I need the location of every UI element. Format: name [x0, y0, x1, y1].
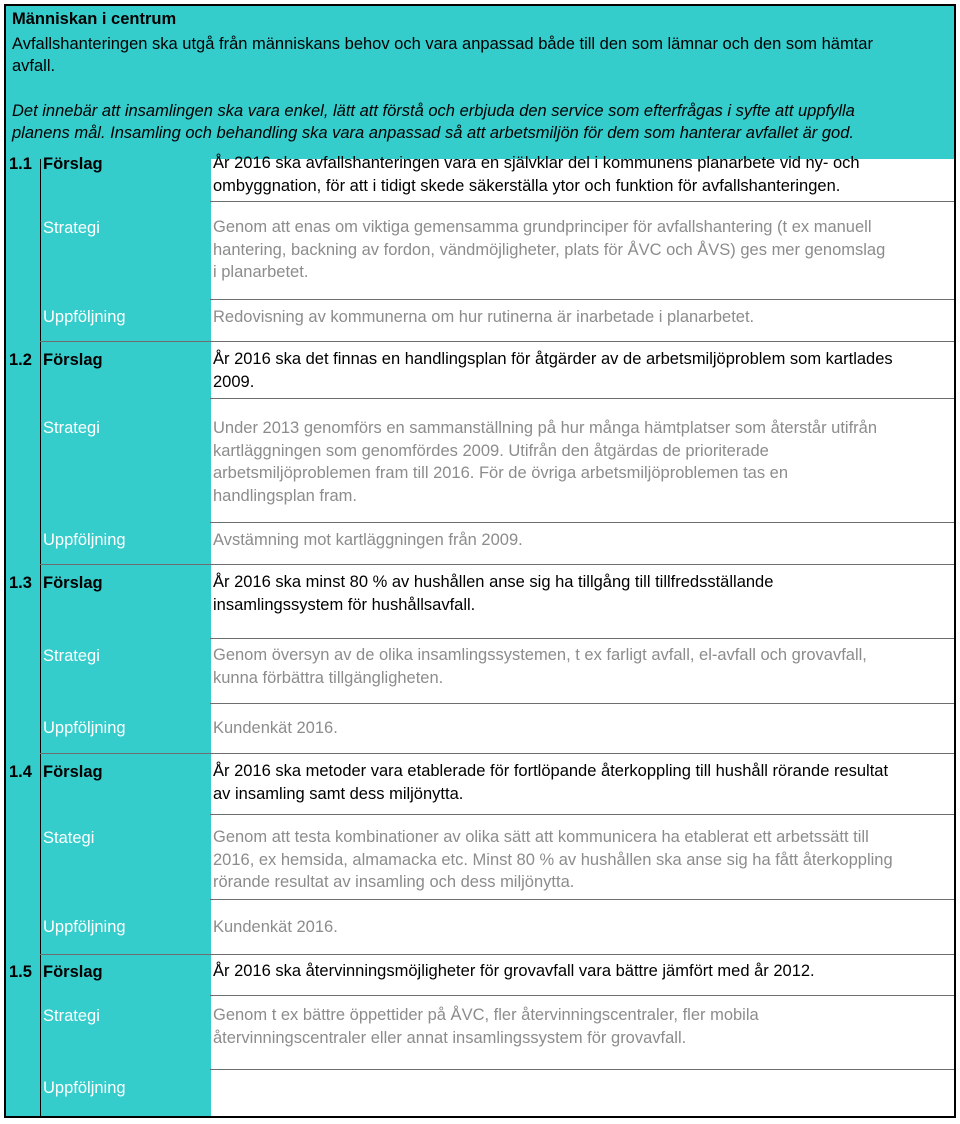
row-divider [210, 299, 954, 300]
proposal-label: Förslag [43, 351, 103, 369]
row-divider [210, 201, 954, 202]
strategy-text: Genom att enas om viktiga gemensamma grundprinciper för avfallshantering (t ex manuell hantering, backning av fordon, vändmöjligheter, plats för ÅVC och ÅVS) ges mer genomslag i planarbetet. [213, 218, 886, 281]
item-number: 1.1 [9, 155, 32, 173]
followup-text: Kundenkät 2016. [213, 719, 338, 737]
header-text-line: Avfallshanteringen ska utgå från människans behov och vara anpassad både till den som lämnar och den som hämtar [12, 35, 873, 53]
row-divider [210, 899, 954, 900]
proposal-text: År 2016 ska återvinningsmöjligheter för grovavfall vara bättre jämfört med år 2012. [213, 962, 815, 980]
followup-label: Uppföljning [43, 918, 126, 936]
followup-text: Redovisning av kommunerna om hur rutinerna är inarbetade i planarbetet. [213, 308, 755, 326]
header-text-line: Det innebär att insamlingen ska vara enkel, lätt att förstå och erbjuda den service som efterfrågas i syfte att uppfylla [12, 102, 855, 120]
row-divider [210, 1069, 954, 1070]
section-divider [40, 564, 954, 565]
section-title: Människan i centrum [12, 10, 177, 28]
proposal-text: År 2016 ska metoder vara etablerade för fortlöpande återkoppling till hushåll rörande resultat av insamling samt dess miljönytta. [213, 762, 889, 803]
strategy-text: Genom översyn av de olika insamlingssystemen, t ex farligt avfall, el-avfall och grovavfall, kunna förbättra tillgängligheten. [213, 646, 867, 687]
strategy-text: Under 2013 genomförs en sammanställning på hur många hämtplatser som återstår utifrån kartläggningen som genomfördes 2009. Utifrån den åtgärdas de prioriterade arbetsmiljöproblemen fram till 2016. För de övriga arbetsmiljöproblemen tas en handlingsplan fram. [213, 419, 878, 505]
row-divider [210, 398, 954, 399]
followup-label: Uppföljning [43, 531, 126, 549]
section-divider [40, 753, 954, 754]
followup-label: Uppföljning [43, 1079, 126, 1097]
proposal-text: År 2016 ska det finnas en handlingsplan för åtgärder av de arbetsmiljöproblem som kartlades 2009. [213, 350, 893, 391]
proposal-label: Förslag [43, 763, 103, 781]
followup-text: Avstämning mot kartläggningen från 2009. [213, 531, 523, 549]
strategy-label: Strategi [43, 219, 100, 237]
item-number: 1.4 [9, 763, 32, 781]
row-divider [210, 638, 954, 639]
header-text-line: planens mål. Insamling och behandling ska vara anpassad så att arbetsmiljön för dem som hanterar avfallet är god. [12, 124, 854, 142]
row-divider [210, 814, 954, 815]
strategy-label: Strategi [43, 647, 100, 665]
strategy-label: Strategi [43, 419, 100, 437]
item-number: 1.5 [9, 963, 32, 981]
strategy-label: Strategi [43, 1007, 100, 1025]
document-table [4, 4, 956, 1118]
item-number: 1.3 [9, 574, 32, 592]
proposal-label: Förslag [43, 155, 103, 173]
followup-label: Uppföljning [43, 308, 126, 326]
strategy-text: Genom att testa kombinationer av olika sätt att kommunicera ha etablerat ett arbetssätt till 2016, ex hemsida, almamacka etc. Minst 80 % av hushållen ska anse sig ha fått återkoppling rörande resultat av insamling och dess miljönytta. [213, 828, 893, 891]
followup-label: Uppföljning [43, 719, 126, 737]
strategy-text: Genom t ex bättre öppettider på ÅVC, fler återvinningscentraler, fler mobila återvinningscentraler eller annat insamlingssystem för grovavfall. [213, 1006, 759, 1047]
proposal-label: Förslag [43, 574, 103, 592]
section-divider [40, 341, 954, 342]
followup-text: Kundenkät 2016. [213, 918, 338, 936]
header-text-line: avfall. [12, 57, 56, 75]
item-number: 1.2 [9, 351, 32, 369]
row-divider [210, 995, 954, 996]
proposal-label: Förslag [43, 963, 103, 981]
section-header [6, 6, 954, 159]
proposal-text: År 2016 ska avfallshanteringen vara en självklar del i kommunens planarbete vid ny- och ombyggnation, för att i tidigt skede säkerställa ytor och funktion för avfallshanteringen. [213, 154, 860, 195]
proposal-text: År 2016 ska minst 80 % av hushållen anse sig ha tillgång till tillfredsställande insamlingssystem för hushållsavfall. [213, 573, 774, 614]
row-divider [210, 522, 954, 523]
strategy-label: Stategi [43, 829, 95, 847]
section-divider [40, 954, 954, 955]
row-divider [210, 703, 954, 704]
